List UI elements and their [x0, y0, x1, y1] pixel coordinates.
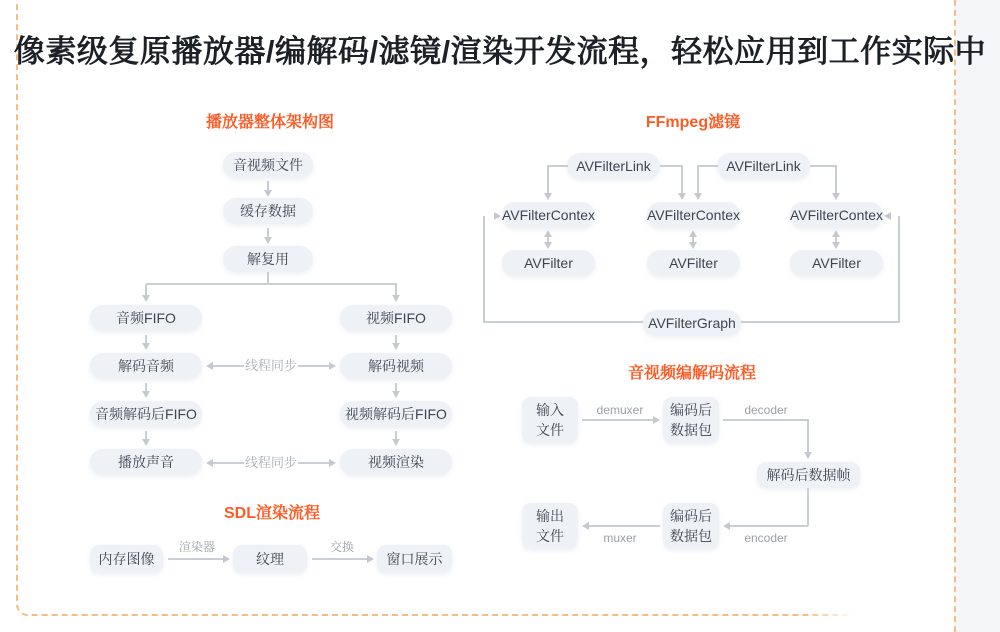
node-label-line: 编码后 [670, 508, 712, 524]
connector-segment-h [298, 365, 329, 367]
arrowhead-down-icon [694, 193, 702, 200]
avfilter-1-node [502, 250, 595, 276]
node-label-line: AVFilterContex [789, 207, 884, 223]
avfilter-3-node [790, 250, 883, 276]
avfilter-2-node [647, 250, 740, 276]
sdl-render-title: SDL渲染流程 [223, 505, 321, 522]
arrowhead-left-icon [582, 522, 589, 530]
node-label-line: 纹理 [256, 551, 284, 567]
memory-image-node [90, 545, 163, 573]
connector-segment-h [582, 419, 655, 421]
thread-sync-2: 线程同步 [244, 455, 298, 470]
ffmpeg-filter-title: FFmpeg滤镜 [645, 114, 741, 131]
connector-segment-h [589, 525, 660, 527]
connector-segment-h [548, 165, 568, 167]
arrowhead-right-icon [494, 212, 501, 220]
arrowhead-down-icon [142, 391, 150, 398]
connector-segment-h [660, 165, 682, 167]
cache-data-node [223, 198, 313, 224]
avfilterlink-1-node [567, 153, 660, 179]
arrowhead-down-icon [142, 295, 150, 302]
swap-label: 交换 [329, 540, 355, 554]
node-label-line: 输出 [536, 508, 564, 524]
arrowhead-left-icon [206, 362, 213, 370]
play-sound-node [90, 449, 202, 475]
arrowhead-down-icon [544, 242, 552, 249]
node-label-line: 窗口展示 [386, 551, 443, 567]
connector-segment-h [298, 462, 329, 464]
decode-video-node [340, 353, 452, 379]
node-label-line: AVFilter [812, 255, 861, 271]
arrowhead-down-icon [392, 295, 400, 302]
node-label-line: 视频渲染 [368, 454, 424, 470]
node-label-line: 文件 [536, 422, 564, 438]
arrowhead-up-icon [689, 230, 697, 237]
node-label-line: AVFilter [524, 255, 573, 271]
output-file-node [522, 503, 578, 549]
node-label-line: 解复用 [247, 251, 289, 267]
codec-flow-title: 音视频编解码流程 [627, 365, 757, 382]
node-label-line: 解码音频 [118, 358, 174, 374]
avfiltercontex-3-node [790, 202, 883, 228]
arrowhead-right-icon [367, 555, 374, 563]
demuxer-label: demuxer [596, 403, 644, 417]
video-decoded-fifo-node [340, 401, 452, 427]
node-label-line: 视频FIFO [366, 310, 426, 326]
arrowhead-down-icon [544, 193, 552, 200]
arrowhead-down-icon [392, 391, 400, 398]
node-label-line: AVFilterLink [576, 158, 651, 174]
audio-fifo-node [90, 305, 202, 331]
arrowhead-down-icon [804, 452, 812, 459]
avfiltergraph-node [643, 310, 741, 336]
node-label-line: 编码后 [670, 402, 712, 418]
audio-decoded-fifo-node [90, 401, 202, 427]
node-label-line: 解码视频 [368, 358, 424, 374]
arrowhead-down-icon [832, 242, 840, 249]
right-gray-strip [956, 0, 1000, 632]
page-title: 像素级复原播放器/编解码/滤镜/渲染开发流程，轻松应用到工作实际中 [13, 34, 987, 69]
connector-segment-v [681, 165, 683, 194]
connector-segment-v [547, 165, 549, 194]
encoder-label: encoder [744, 531, 788, 545]
arrowhead-down-icon [264, 237, 272, 244]
connector-segment-v [807, 419, 809, 453]
connector-segment-v [483, 216, 485, 322]
arrowhead-down-icon [142, 343, 150, 350]
node-label-line: 音视频文件 [233, 157, 303, 173]
decoded-frame-node [757, 462, 860, 488]
encoded-packet-2-node [663, 503, 719, 549]
dashed-border-right [954, 0, 956, 632]
connector-segment-v [898, 216, 900, 322]
node-label-line: 音频解码后FIFO [95, 406, 197, 422]
arrowhead-down-icon [392, 343, 400, 350]
node-label-line: 内存图像 [98, 551, 155, 567]
node-label-line: AVFilterGraph [648, 315, 736, 331]
node-label-line: AVFilter [669, 255, 718, 271]
arrowhead-up-icon [832, 230, 840, 237]
node-label-line: AVFilterContex [501, 207, 596, 223]
avfiltercontex-1-node [502, 202, 595, 228]
node-label-line: AVFilterLink [726, 158, 801, 174]
arrowhead-left-icon [206, 459, 213, 467]
connector-segment-v [697, 165, 699, 194]
texture-node [233, 545, 307, 573]
video-fifo-node [340, 305, 452, 331]
input-file-node [522, 397, 578, 443]
window-display-node [377, 545, 452, 573]
player-architecture-title: 播放器整体架构图 [205, 114, 335, 131]
arrowhead-down-icon [832, 193, 840, 200]
arrowhead-down-icon [689, 242, 697, 249]
muxer-label: muxer [603, 531, 637, 545]
decoder-label: decoder [744, 403, 788, 417]
connector-segment-h [168, 558, 223, 560]
connector-segment-h [723, 419, 809, 421]
arrowhead-left-icon [884, 212, 891, 220]
arrowhead-down-icon [264, 190, 272, 197]
arrowhead-up-icon [544, 230, 552, 237]
node-label-line: AVFilterContex [646, 207, 741, 223]
arrowhead-down-icon [678, 193, 686, 200]
connector-segment-h [730, 525, 808, 527]
arrowhead-left-icon [723, 522, 730, 530]
node-label-line: 数据包 [670, 528, 712, 544]
dashed-border-fade [806, 606, 868, 620]
connector-segment-h [810, 165, 836, 167]
media-file-node [223, 152, 313, 178]
connector-segment-h [312, 558, 367, 560]
node-label-line: 播放声音 [118, 454, 174, 470]
connector-segment-v [807, 488, 809, 526]
encoded-packet-1-node [663, 397, 719, 443]
connector-segment-h [213, 462, 244, 464]
renderer-label: 渲染器 [178, 540, 216, 554]
node-label-line: 数据包 [670, 422, 712, 438]
connector-segment-h [213, 365, 244, 367]
connector-segment-h [483, 321, 643, 323]
connector-segment-v [835, 165, 837, 194]
avfilterlink-2-node [717, 153, 810, 179]
avfiltercontex-2-node [647, 202, 740, 228]
demux-node [223, 246, 313, 272]
decode-audio-node [90, 353, 202, 379]
node-label-line: 视频解码后FIFO [345, 406, 447, 422]
video-render-node [340, 449, 452, 475]
connector-segment-h [698, 165, 718, 167]
connector-segment-h [146, 283, 397, 285]
arrowhead-right-icon [329, 362, 336, 370]
arrowhead-down-icon [142, 439, 150, 446]
node-label-line: 输入 [536, 402, 564, 418]
arrowhead-right-icon [223, 555, 230, 563]
arrowhead-down-icon [392, 439, 400, 446]
arrowhead-right-icon [653, 416, 660, 424]
node-label-line: 音频FIFO [116, 310, 176, 326]
arrowhead-right-icon [329, 459, 336, 467]
node-label-line: 解码后数据帧 [766, 467, 851, 483]
node-label-line: 缓存数据 [240, 203, 296, 219]
node-label-line: 文件 [536, 528, 564, 544]
thread-sync-1: 线程同步 [244, 358, 298, 373]
connector-segment-h [741, 321, 900, 323]
